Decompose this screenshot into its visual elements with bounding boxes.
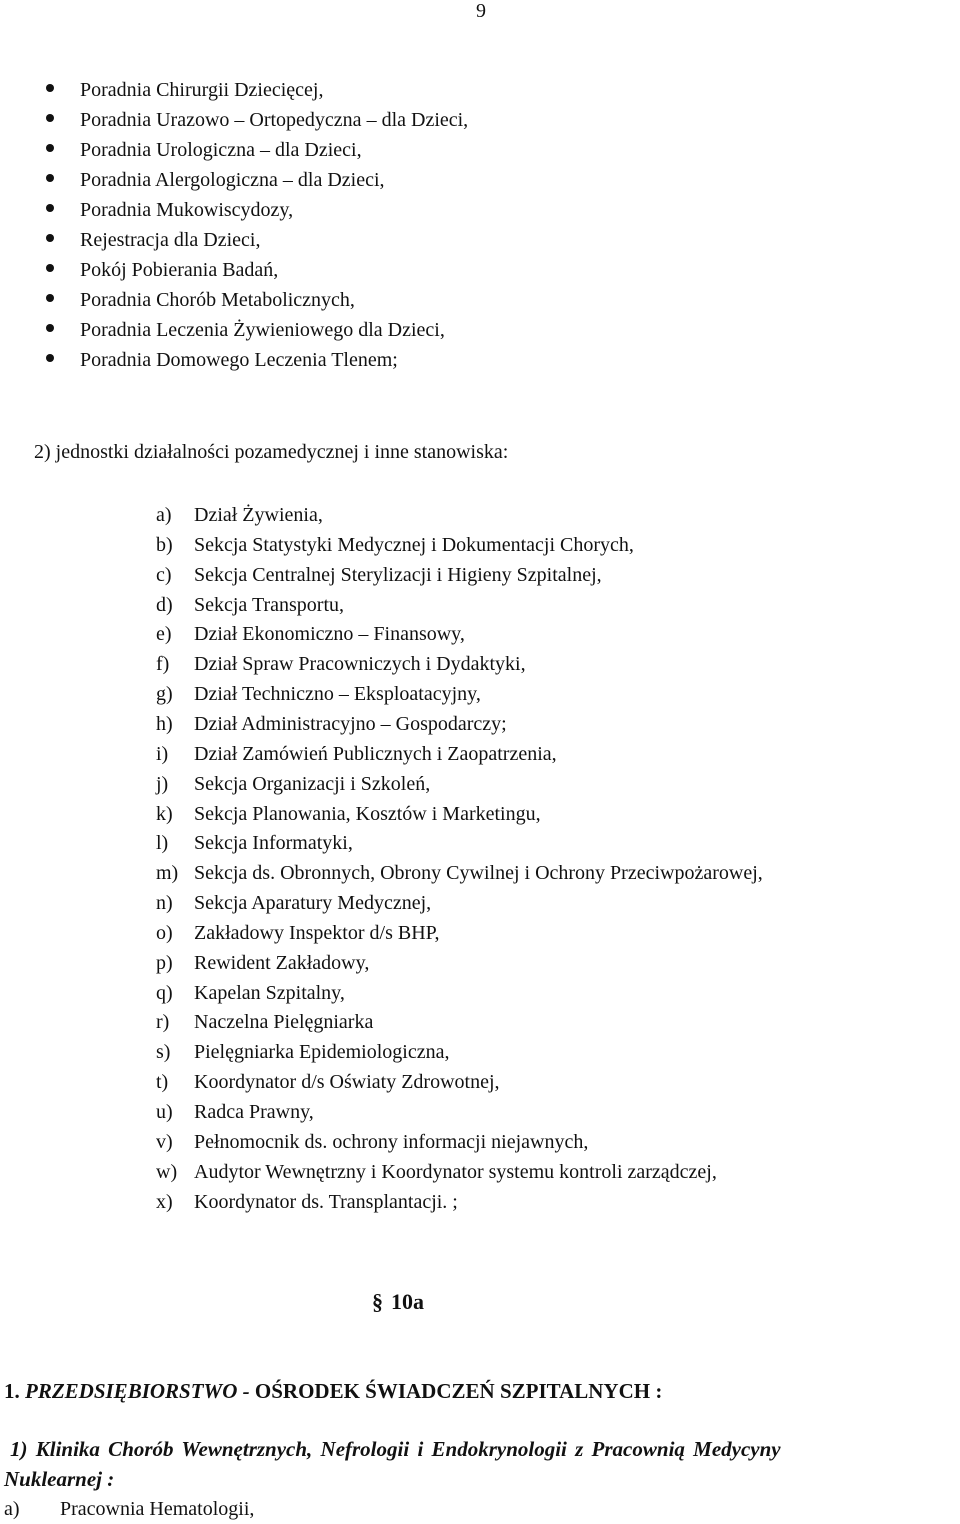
list-item-mark: e) bbox=[156, 623, 172, 645]
list-item-text: Dział Zamówień Publicznych i Zaopatrzenia, bbox=[194, 743, 557, 765]
list-item-text: Sekcja Transportu, bbox=[194, 594, 344, 616]
list-item-mark: h) bbox=[156, 713, 173, 735]
list-item-text: Sekcja Centralnej Sterylizacji i Higieny Szpitalnej, bbox=[194, 564, 602, 586]
list-item-mark: j) bbox=[156, 773, 169, 795]
bullet-icon bbox=[46, 174, 54, 182]
list-item-mark: x) bbox=[156, 1191, 173, 1213]
list-item-mark: v) bbox=[156, 1131, 173, 1153]
list-item-text: Rewident Zakładowy, bbox=[194, 952, 370, 974]
clinic-subitem bbox=[4, 1494, 254, 1524]
bullet-icon bbox=[46, 324, 54, 332]
list-item-text: Dział Ekonomiczno – Finansowy, bbox=[194, 623, 465, 645]
list-item-mark: q) bbox=[156, 982, 173, 1004]
section-sign-icon: § bbox=[372, 1289, 383, 1314]
list-item-mark: b) bbox=[156, 534, 173, 556]
list-item-mark: l) bbox=[156, 832, 169, 854]
bullet-icon bbox=[46, 234, 54, 242]
bullet-icon bbox=[46, 204, 54, 212]
clinic-subitem-mark: a) bbox=[4, 1498, 20, 1520]
list-item-mark: p) bbox=[156, 952, 173, 974]
bullet-icon bbox=[46, 354, 54, 362]
list-item-mark: g) bbox=[156, 683, 173, 705]
list-item-text: Poradnia Chorób Metabolicznych, bbox=[80, 289, 355, 311]
enterprise-title: OŚRODEK ŚWIADCZEŃ SZPITALNYCH : bbox=[254, 1379, 663, 1403]
list-item-text: Poradnia Alergologiczna – dla Dzieci, bbox=[80, 169, 385, 191]
clinic-heading-line-2: Nuklearnej : bbox=[4, 1467, 115, 1491]
list-item-text: Dział Techniczno – Eksploatacyjny, bbox=[194, 683, 481, 705]
list-item-text: Poradnia Urologiczna – dla Dzieci, bbox=[80, 139, 362, 161]
list-item-text: Sekcja Planowania, Kosztów i Marketingu, bbox=[194, 803, 541, 825]
list-item-mark: c) bbox=[156, 564, 172, 586]
paragraph-heading bbox=[372, 1287, 424, 1317]
section-2-heading: 2) jednostki działalności pozamedycznej i inne stanowiska: bbox=[34, 441, 509, 463]
list-item-text: Poradnia Urazowo – Ortopedyczna – dla Dzieci, bbox=[80, 109, 469, 131]
bullet-icon bbox=[46, 144, 54, 152]
list-item-text: Kapelan Szpitalny, bbox=[194, 982, 345, 1004]
list-item-mark: a) bbox=[156, 504, 172, 526]
list-item-mark: w) bbox=[156, 1161, 178, 1183]
list-item-text: Pielęgniarka Epidemiologiczna, bbox=[194, 1041, 450, 1063]
list-item-text: Dział Żywienia, bbox=[194, 504, 323, 526]
list-item-text: Poradnia Domowego Leczenia Tlenem; bbox=[80, 349, 398, 371]
list-item-text: Sekcja Informatyki, bbox=[194, 832, 353, 854]
list-item-mark: i) bbox=[156, 743, 169, 765]
list-item-mark: o) bbox=[156, 922, 173, 944]
list-item-text: Radca Prawny, bbox=[194, 1101, 314, 1123]
enterprise-number: 1. bbox=[4, 1379, 20, 1403]
list-item-text: Sekcja Statystyki Medycznej i Dokumentacji Chorych, bbox=[194, 534, 634, 556]
bullet-icon bbox=[46, 264, 54, 272]
list-item-mark: d) bbox=[156, 594, 173, 616]
list-item-text: Dział Administracyjno – Gospodarczy; bbox=[194, 713, 507, 735]
list-item-text: Pokój Pobierania Badań, bbox=[80, 259, 279, 281]
list-item-mark: t) bbox=[156, 1071, 169, 1093]
enterprise-heading bbox=[4, 1376, 662, 1406]
list-item-text: Dział Spraw Pracowniczych i Dydaktyki, bbox=[194, 653, 526, 675]
clinic-subitem-text: Pracownia Hematologii, bbox=[60, 1498, 255, 1520]
list-item-mark: u) bbox=[156, 1101, 173, 1123]
list-item-text: Sekcja ds. Obronnych, Obrony Cywilnej i Ochrony Przeciwpożarowej, bbox=[194, 862, 763, 884]
list-item-text: Poradnia Chirurgii Dziecięcej, bbox=[80, 79, 324, 101]
list-item-text: Sekcja Organizacji i Szkoleń, bbox=[194, 773, 431, 795]
paragraph-label: 10a bbox=[391, 1289, 424, 1314]
list-item-text: Koordynator d/s Oświaty Zdrowotnej, bbox=[194, 1071, 500, 1093]
list-item-text: Sekcja Aparatury Medycznej, bbox=[194, 892, 432, 914]
list-item-text: Poradnia Mukowiscydozy, bbox=[80, 199, 294, 221]
clinic-heading-line-1: 1) Klinika Chorób Wewnętrznych, Nefrologii i Endokrynologii z Pracownią Medycyny bbox=[10, 1437, 781, 1461]
list-item-text: Zakładowy Inspektor d/s BHP, bbox=[194, 922, 440, 944]
list-item-text: Poradnia Leczenia Żywieniowego dla Dzieci, bbox=[80, 319, 445, 341]
list-item-text: Audytor Wewnętrzny i Koordynator systemu kontroli zarządczej, bbox=[194, 1161, 717, 1183]
list-item-text: Naczelna Pielęgniarka bbox=[194, 1011, 374, 1033]
list-item-mark: k) bbox=[156, 803, 173, 825]
list-item-mark: s) bbox=[156, 1041, 171, 1063]
list-item-mark: f) bbox=[156, 653, 170, 675]
list-item-text: Rejestracja dla Dzieci, bbox=[80, 229, 261, 251]
list-item-text: Pełnomocnik ds. ochrony informacji niejawnych, bbox=[194, 1131, 589, 1153]
list-item-mark: m) bbox=[156, 862, 179, 884]
enterprise-name: PRZEDSIĘBIORSTWO - bbox=[25, 1379, 250, 1403]
bullet-icon bbox=[46, 294, 54, 302]
list-item-text: Koordynator ds. Transplantacji. ; bbox=[194, 1191, 458, 1213]
list-item-mark: r) bbox=[156, 1011, 170, 1033]
bullet-icon bbox=[46, 114, 54, 122]
bullet-icon bbox=[46, 84, 54, 92]
list-item-mark: n) bbox=[156, 892, 173, 914]
page-number: 9 bbox=[476, 0, 486, 22]
